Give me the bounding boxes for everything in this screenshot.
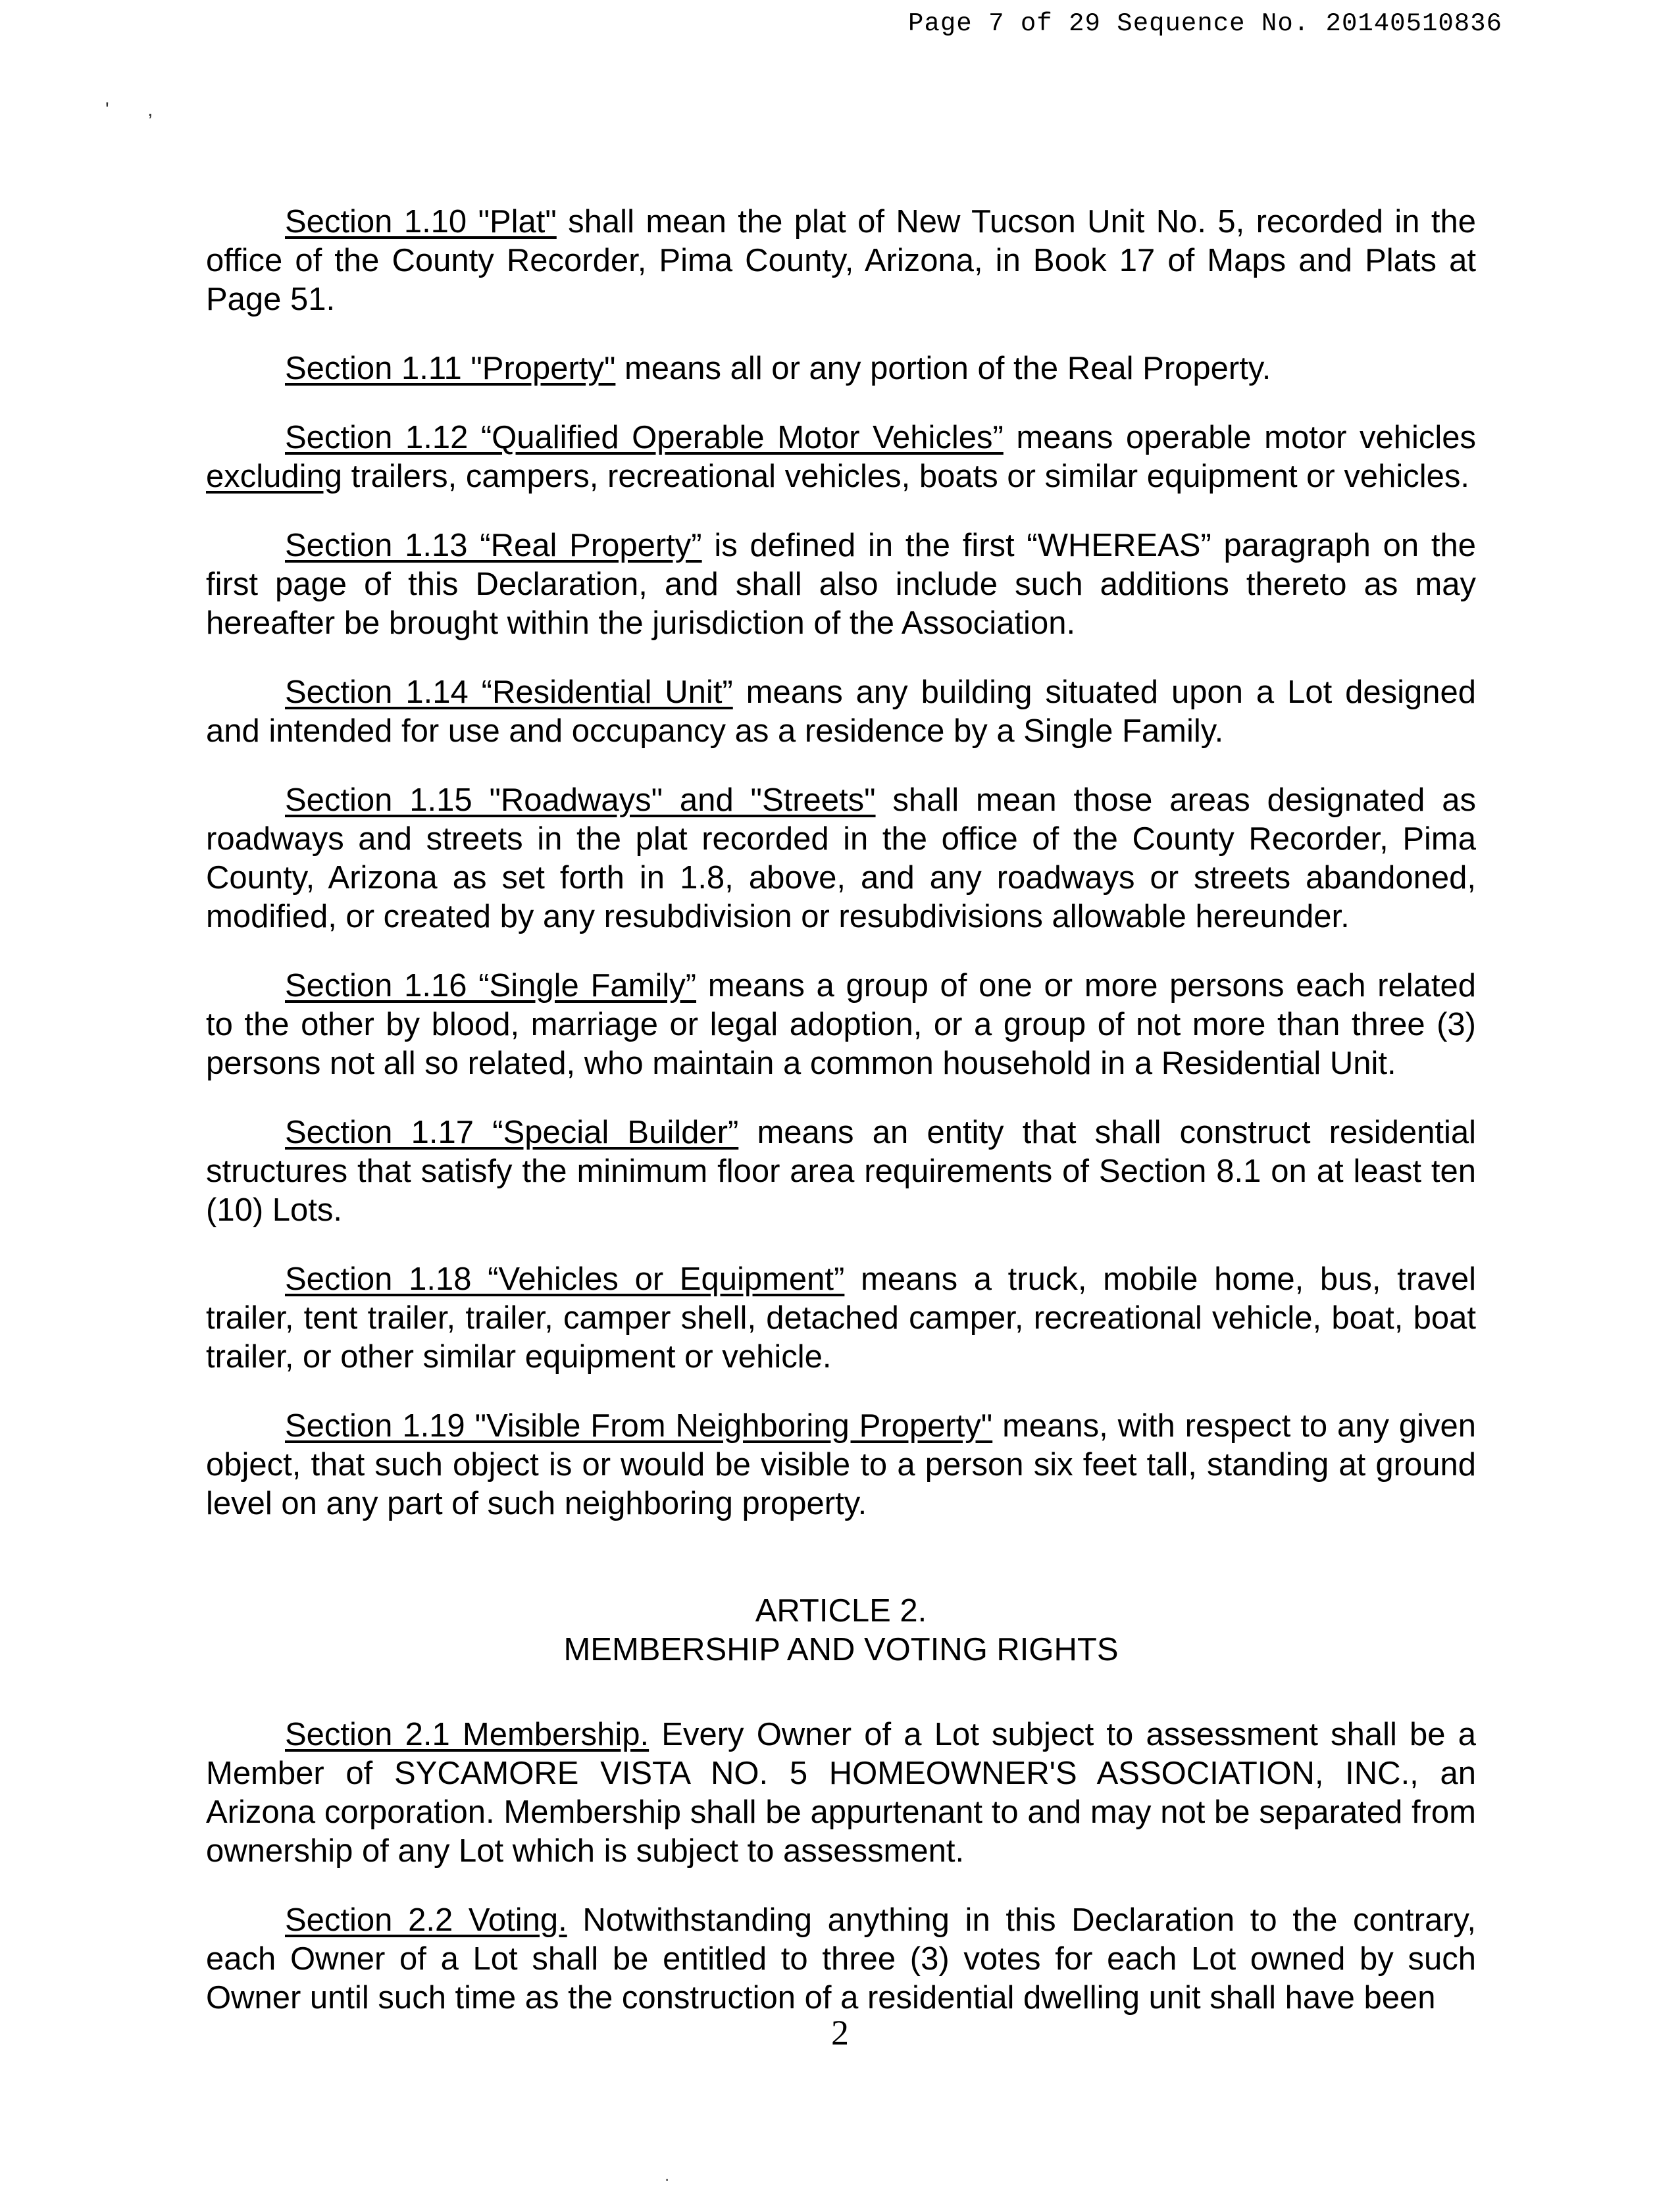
section-1-12 — [206, 419, 1476, 496]
section-heading: Section 1.11 "Property" — [285, 351, 616, 386]
section-text: means operable motor vehicles — [1003, 420, 1476, 455]
section-heading: Section 1.13 “Real Property” — [285, 528, 702, 563]
section-2-1 — [206, 1715, 1476, 1871]
section-heading: Section 1.18 “Vehicles or Equipment” — [285, 1261, 845, 1297]
section-text: shall mean the plat of New Tucson Unit No. 5, recorded in the office of the County Recorder, Pima County, Arizona, in Book 17 of Maps and Plats at Page 51. — [206, 204, 1476, 317]
section-text: means all or any portion of the Real Property. — [615, 351, 1271, 386]
section-1-11 — [206, 349, 1476, 388]
section-text: is defined in the first “WHEREAS” paragraph on the first page of this Declaration, and shall also include such additions thereto as may hereafter be brought within the jurisdiction of the Association. — [206, 528, 1476, 641]
section-heading: Section 1.14 “Residential Unit” — [285, 674, 733, 710]
scan-specks: ' , — [105, 99, 153, 120]
section-text: Every Owner of a Lot subject to assessment shall be a Member of SYCAMORE VISTA NO. 5 HOMEOWNER'S ASSOCIATION, INC., an Arizona corporation. Membership shall be appurtenant to and may not be separated from ownership of any Lot which is subject to assessment. — [206, 1717, 1476, 1869]
section-1-15 — [206, 781, 1476, 936]
article-number: ARTICLE 2. — [755, 1593, 927, 1629]
section-text: means, with respect to any given object, that such object is or would be visible to a person six feet tall, standing at ground level on any part of such neighboring property. — [206, 1408, 1476, 1521]
section-heading: Section 2.1 Membership. — [285, 1717, 649, 1752]
section-heading: Section 1.10 "Plat" — [285, 204, 557, 240]
section-1-13 — [206, 526, 1476, 643]
section-text: means a group of one or more persons each related to the other by blood, marriage or legal adoption, or a group of not more than three (3) persons not all so related, who maintain a common household in a Residential Unit. — [206, 968, 1476, 1081]
section-2-2 — [206, 1901, 1476, 2018]
section-heading: Section 1.15 "Roadways" and "Streets" — [285, 782, 876, 818]
section-1-18 — [206, 1260, 1476, 1377]
section-text: means an entity that shall construct residential structures that satisfy the minimum floor area requirements of Section 8.1 on at least ten (10) Lots. — [206, 1115, 1477, 1228]
section-heading: Section 1.12 “Qualified Operable Motor Vehicles” — [285, 420, 1004, 455]
section-text: shall mean those areas designated as roadways and streets in the plat recorded in the office of the County Recorder, Pima County, Arizona as set forth in 1.8, above, and any roadways or streets abandoned, modified, or created by any resubdivision or resubdivisions allowable hereunder. — [206, 782, 1476, 934]
section-text: means a truck, mobile home, bus, travel trailer, tent trailer, trailer, camper shell, detached camper, recreational vehicle, boat, boat trailer, or other similar equipment or vehicle. — [206, 1261, 1476, 1375]
section-1-19 — [206, 1407, 1476, 1523]
section-heading: Section 1.17 “Special Builder” — [285, 1115, 739, 1150]
section-text-continued: trailers, campers, recreational vehicles, boats or similar equipment or vehicles. — [342, 459, 1469, 494]
section-1-10 — [206, 203, 1476, 319]
section-heading: Section 2.2 Voting. — [285, 1902, 567, 1938]
section-1-17 — [206, 1113, 1476, 1230]
article-heading — [206, 1592, 1476, 1669]
section-text: Notwithstanding anything in this Declaration to the contrary, each Owner of a Lot shall be entitled to three (3) votes for each Lot owned by such Owner until such time as the construction of a residential dwelling unit shall have been — [206, 1902, 1476, 2016]
section-1-14 — [206, 673, 1476, 751]
section-heading: Section 1.19 "Visible From Neighboring Property" — [285, 1408, 993, 1444]
section-emphasis: excluding — [206, 459, 343, 494]
document-body — [206, 203, 1476, 2048]
section-1-16 — [206, 967, 1476, 1083]
article-title: MEMBERSHIP AND VOTING RIGHTS — [563, 1632, 1119, 1667]
scan-mark: . — [665, 2165, 670, 2185]
section-heading: Section 1.16 “Single Family” — [285, 968, 697, 1004]
page-number: 2 — [831, 2013, 849, 2052]
section-text: means any building situated upon a Lot designed and intended for use and occupancy as a residence by a Single Family. — [206, 674, 1476, 749]
page-header: Page 7 of 29 Sequence No. 20140510836 — [908, 9, 1502, 38]
